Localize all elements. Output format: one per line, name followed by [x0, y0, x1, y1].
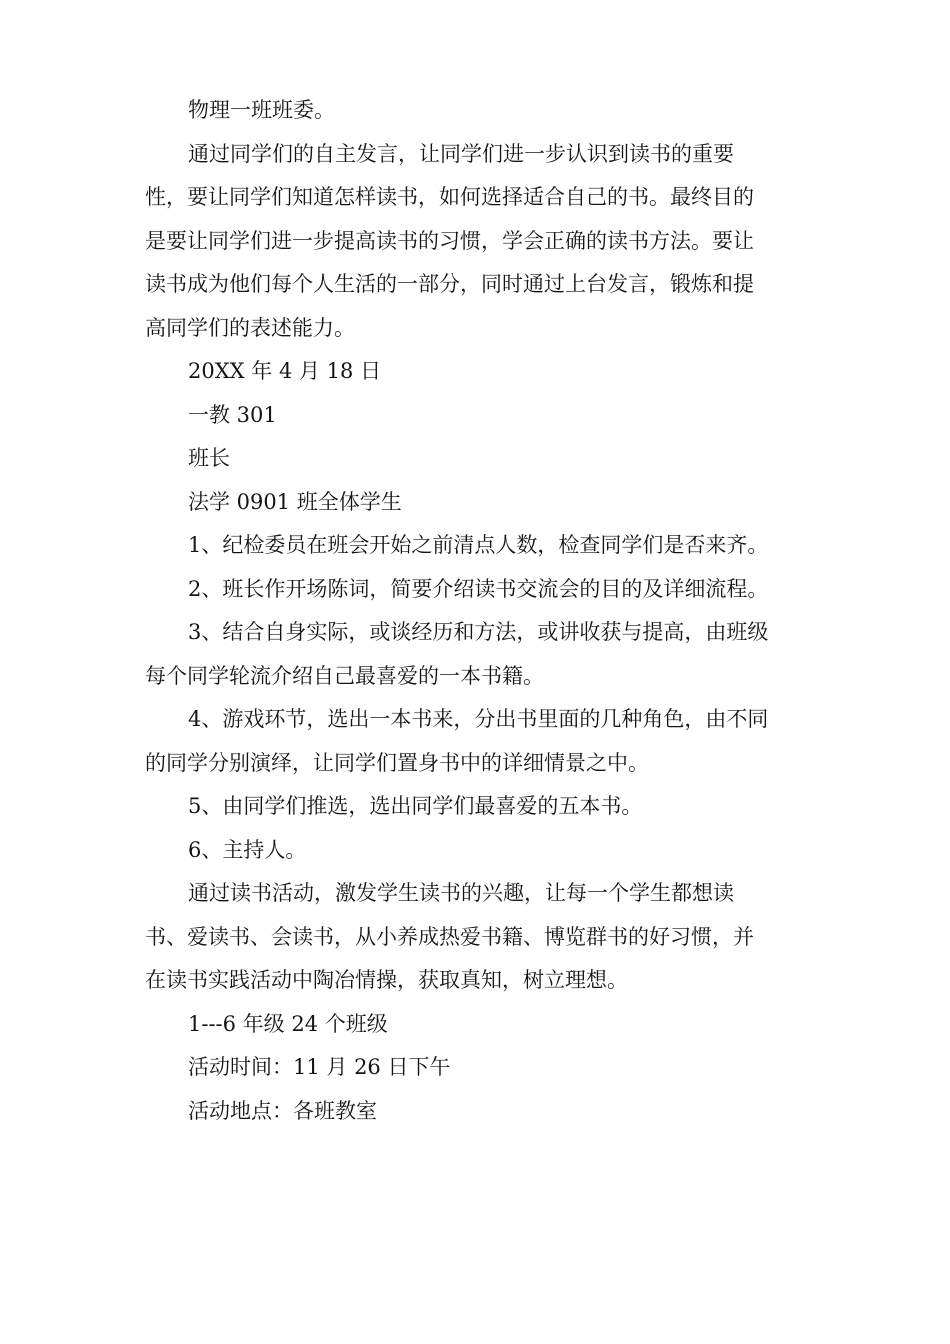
list-item-step-6 — [145, 829, 810, 873]
text-line: 5、由同学们推选，选出同学们最喜爱的五本书。 — [188, 794, 643, 818]
paragraph-location — [145, 394, 810, 438]
list-item-step-3 — [145, 611, 810, 698]
text-line: 的同学分别演绎，让同学们置身书中的详细情景之中。 — [145, 750, 649, 775]
paragraph-goal — [145, 872, 810, 1003]
text-line: 书、爱读书、会读书，从小养成热爱书籍、博览群书的好习惯，并 — [145, 924, 754, 949]
list-item-step-4 — [145, 698, 810, 785]
paragraph-grades — [145, 1003, 810, 1047]
text-line: 20XX 年 4 月 18 日 — [188, 359, 382, 383]
text-line: 1---6 年级 24 个班级 — [188, 1011, 388, 1036]
paragraph-date — [145, 350, 810, 394]
text-line: 性，要让同学们知道怎样读书，如何选择适合自己的书。最终目的 — [145, 185, 754, 209]
text-line: 法学 0901 班全体学生 — [188, 489, 402, 514]
text-line: 每个同学轮流介绍自己最喜爱的一本书籍。 — [145, 663, 544, 688]
text-line: 高同学们的表述能力。 — [145, 315, 355, 340]
list-item-step-1 — [145, 524, 810, 568]
list-item-step-5 — [145, 785, 810, 829]
text-line: 1、纪检委员在班会开始之前清点人数，检查同学们是否来齐。 — [188, 533, 769, 557]
list-item-step-2 — [145, 568, 810, 612]
text-line: 物理一班班委。 — [188, 98, 335, 122]
text-line: 在读书实践活动中陶冶情操，获取真知，树立理想。 — [145, 968, 628, 992]
text-line: 活动时间：11 月 26 日下午 — [188, 1055, 451, 1079]
text-line: 通过同学们的自主发言，让同学们进一步认识到读书的重要 — [188, 141, 734, 166]
text-line: 活动地点：各班教室 — [188, 1098, 377, 1123]
document-body — [145, 89, 810, 1133]
paragraph-committee — [145, 89, 810, 133]
text-line: 3、结合自身实际，或谈经历和方法，或讲收获与提高，由班级 — [188, 620, 769, 644]
paragraph-purpose — [145, 133, 810, 351]
paragraph-participants — [145, 481, 810, 525]
text-line: 班长 — [188, 446, 230, 470]
text-line: 是要让同学们进一步提高读书的习惯，学会正确的读书方法。要让 — [145, 228, 754, 253]
paragraph-activity-time — [145, 1046, 810, 1090]
text-line: 读书成为他们每个人生活的一部分，同时通过上台发言，锻炼和提 — [145, 272, 754, 296]
paragraph-activity-place — [145, 1090, 810, 1134]
text-line: 一教 301 — [188, 402, 277, 427]
text-line: 通过读书活动，激发学生读书的兴趣，让每一个学生都想读 — [188, 881, 734, 905]
paragraph-host — [145, 437, 810, 481]
text-line: 4、游戏环节，选出一本书来，分出书里面的几种角色，由不同 — [188, 707, 769, 731]
text-line: 2、班长作开场陈词，简要介绍读书交流会的目的及详细流程。 — [188, 576, 769, 601]
text-line: 6、主持人。 — [188, 837, 307, 862]
